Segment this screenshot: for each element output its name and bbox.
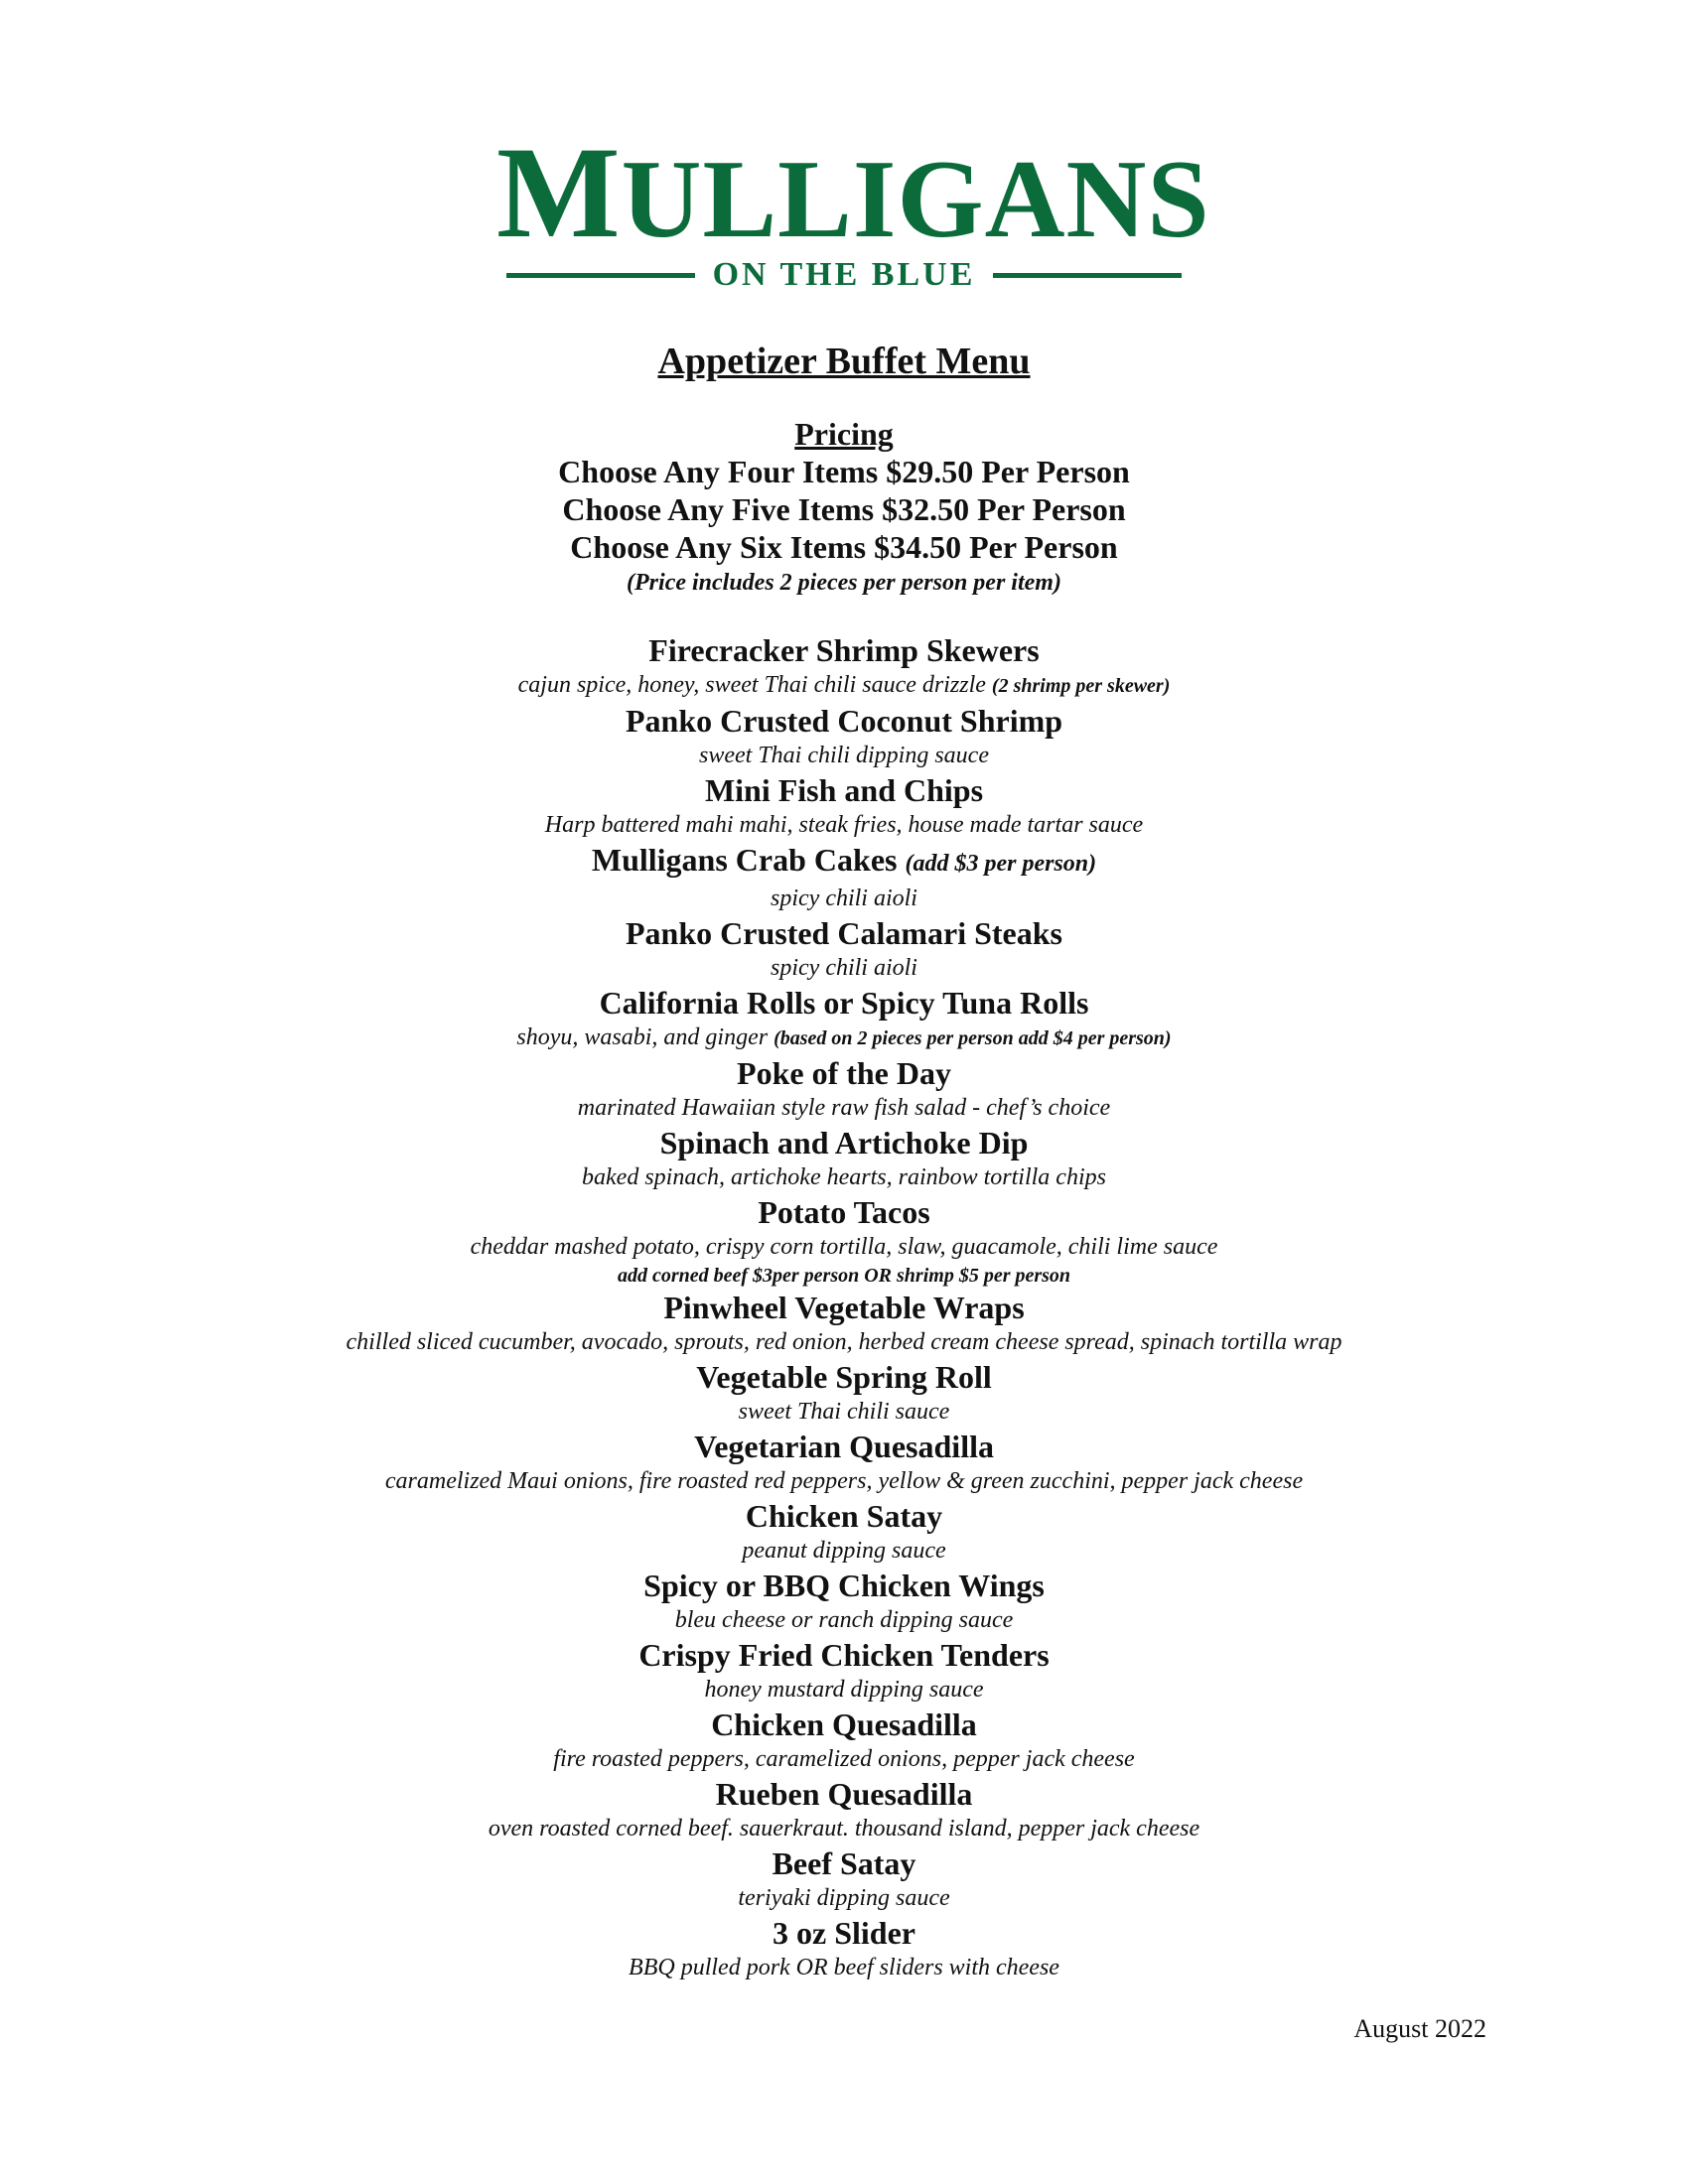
menu-item-name-text: Crispy Fried Chicken Tenders	[638, 1637, 1050, 1673]
menu-item-name	[149, 631, 1539, 669]
menu-item	[149, 1124, 1539, 1193]
menu-item-name	[149, 914, 1539, 952]
menu-item	[149, 1289, 1539, 1358]
menu-item-price-note: (add $3 per person)	[905, 851, 1097, 877]
menu-item	[149, 984, 1539, 1054]
menu-items	[149, 631, 1539, 1983]
menu-item-description	[149, 1326, 1539, 1358]
menu-date: August 2022	[1353, 2014, 1486, 2043]
menu-item-addon: add corned beef $3per person OR shrimp $5 per person	[617, 1265, 1071, 1287]
menu-item-description	[149, 1674, 1539, 1706]
menu-item	[149, 702, 1539, 771]
menu-item-name-text: Mini Fish and Chips	[704, 772, 984, 808]
menu-item-description-text: cheddar mashed potato, crispy corn tortilla, slaw, guacamole, chili lime sauce	[470, 1234, 1218, 1260]
menu-item-name-text: Spinach and Artichoke Dip	[659, 1125, 1029, 1160]
menu-item-name-text: Vegetable Spring Roll	[696, 1359, 992, 1395]
menu-item-description-text: BBQ pulled pork OR beef sliders with cheese	[629, 1955, 1059, 1980]
pricing-line: Choose Any Four Items $29.50 Per Person	[558, 454, 1130, 489]
menu-item-description-text: marinated Hawaiian style raw fish salad - chef’s choice	[577, 1095, 1111, 1121]
menu-item-name-text: Mulligans Crab Cakes	[591, 842, 898, 878]
menu-item-description	[149, 1813, 1539, 1844]
menu-item-name	[149, 1844, 1539, 1882]
menu-item	[149, 1358, 1539, 1428]
menu-item-name-text: Panko Crusted Calamari Steaks	[625, 915, 1062, 951]
mulligans-logo	[496, 119, 1210, 293]
menu-item	[149, 1193, 1539, 1289]
menu-item-name-text: Firecracker Shrimp Skewers	[648, 632, 1040, 668]
menu-item-description-text: cajun spice, honey, sweet Thai chili sauce drizzle	[517, 672, 986, 698]
pricing-section	[149, 415, 1539, 600]
menu-item	[149, 1567, 1539, 1636]
menu-item	[149, 1706, 1539, 1775]
menu-item-name-text: Chicken Quesadilla	[711, 1706, 977, 1742]
menu-item-name-text: Chicken Satay	[745, 1498, 943, 1534]
menu-item-description-text: teriyaki dipping sauce	[738, 1885, 950, 1911]
menu-item	[149, 841, 1539, 914]
menu-item	[149, 771, 1539, 841]
menu-item-description-text: Harp battered mahi mahi, steak fries, house made tartar sauce	[544, 812, 1144, 838]
pricing-heading: Pricing	[794, 416, 894, 452]
menu-item-name	[149, 1054, 1539, 1092]
menu-item-name	[149, 1775, 1539, 1813]
menu-item-description-text: baked spinach, artichoke hearts, rainbow tortilla chips	[582, 1164, 1106, 1190]
logo-tagline: ON THE BLUE	[712, 256, 976, 293]
menu-item-name	[149, 1567, 1539, 1604]
menu-item-name	[149, 702, 1539, 740]
menu-item-description-text: fire roasted peppers, caramelized onions, pepper jack cheese	[553, 1746, 1135, 1772]
menu-item	[149, 914, 1539, 984]
menu-item	[149, 1054, 1539, 1124]
pricing-note: (Price includes 2 pieces per person per item)	[627, 570, 1061, 596]
pricing-line: Choose Any Five Items $32.50 Per Person	[562, 491, 1126, 527]
menu-item-description	[149, 952, 1539, 984]
menu-item-description	[149, 809, 1539, 841]
logo-rule-left	[506, 273, 695, 278]
menu-item-description-note: (2 shrimp per skewer)	[991, 675, 1171, 697]
menu-item	[149, 1497, 1539, 1567]
menu-item-name-text: Poke of the Day	[737, 1055, 951, 1091]
menu-item-name-text: Vegetarian Quesadilla	[694, 1429, 994, 1464]
menu-item-description-text: shoyu, wasabi, and ginger	[516, 1024, 769, 1050]
menu-item-description	[149, 1535, 1539, 1567]
menu-item-name-text: Spicy or BBQ Chicken Wings	[643, 1568, 1045, 1603]
menu-item	[149, 1428, 1539, 1497]
menu-item-description	[149, 1952, 1539, 1983]
menu-item-name-text: Rueben Quesadilla	[715, 1776, 973, 1812]
menu-item-description-text: sweet Thai chili dipping sauce	[699, 743, 989, 768]
menu-item-name	[149, 1193, 1539, 1231]
menu-item-description-text: sweet Thai chili sauce	[738, 1399, 950, 1425]
menu-item-description	[149, 883, 1539, 914]
menu-item-description-text: caramelized Maui onions, fire roasted red peppers, yellow & green zucchini, pepper jack cheese	[384, 1468, 1304, 1494]
menu-item-name	[149, 1914, 1539, 1952]
menu-item-name	[149, 984, 1539, 1022]
menu-title: Appetizer Buffet Menu	[657, 341, 1031, 382]
menu-item-name	[149, 1358, 1539, 1396]
menu-item-name-text: Pinwheel Vegetable Wraps	[663, 1290, 1025, 1325]
menu-item-description	[149, 1022, 1539, 1054]
menu-item-name	[149, 841, 1539, 883]
menu-item-description-text: chilled sliced cucumber, avocado, sprouts, red onion, herbed cream cheese spread, spinach tortilla wrap	[346, 1329, 1342, 1355]
menu-item-description	[149, 1092, 1539, 1124]
menu-item-description-text: bleu cheese or ranch dipping sauce	[674, 1607, 1014, 1633]
logo-wordmark: MULLIGANS	[496, 119, 1210, 265]
menu-item-description-text: spicy chili aioli	[771, 955, 917, 981]
menu-item-description	[149, 1882, 1539, 1914]
menu-item-description	[149, 1743, 1539, 1775]
menu-item-description	[149, 1396, 1539, 1428]
menu-item-name	[149, 1636, 1539, 1674]
pricing-line: Choose Any Six Items $34.50 Per Person	[570, 529, 1118, 565]
menu-item-description-note: (based on 2 pieces per person add $4 per person)	[774, 1027, 1172, 1049]
menu-item	[149, 1844, 1539, 1914]
menu-item-description	[149, 669, 1539, 702]
menu-item-name	[149, 1289, 1539, 1326]
menu-item-name-text: Beef Satay	[772, 1845, 916, 1881]
menu-item	[149, 1914, 1539, 1983]
menu-item-name	[149, 1706, 1539, 1743]
menu-item-name	[149, 1124, 1539, 1161]
menu-item-description	[149, 1231, 1539, 1263]
menu-item	[149, 1636, 1539, 1706]
menu-item-name	[149, 771, 1539, 809]
menu-item-name-text: Potato Tacos	[758, 1194, 930, 1230]
menu-item	[149, 1775, 1539, 1844]
menu-item	[149, 631, 1539, 702]
menu-item-description	[149, 740, 1539, 771]
menu-item-name-text: California Rolls or Spicy Tuna Rolls	[599, 985, 1089, 1021]
menu-item-name	[149, 1428, 1539, 1465]
menu-item-name-text: Panko Crusted Coconut Shrimp	[625, 703, 1063, 739]
menu-item-description-text: oven roasted corned beef. sauerkraut. thousand island, pepper jack cheese	[488, 1816, 1200, 1842]
menu-item-description	[149, 1161, 1539, 1193]
menu-item-name	[149, 1497, 1539, 1535]
menu-item-name-text: 3 oz Slider	[773, 1915, 915, 1951]
menu-item-description-text: honey mustard dipping sauce	[704, 1677, 984, 1703]
menu-item-description	[149, 1465, 1539, 1497]
logo-rule-right	[993, 273, 1182, 278]
menu-item-description-text: peanut dipping sauce	[742, 1538, 946, 1564]
menu-item-description	[149, 1604, 1539, 1636]
menu-item-description-text: spicy chili aioli	[771, 886, 917, 911]
logo-tagline-row	[496, 255, 1192, 295]
